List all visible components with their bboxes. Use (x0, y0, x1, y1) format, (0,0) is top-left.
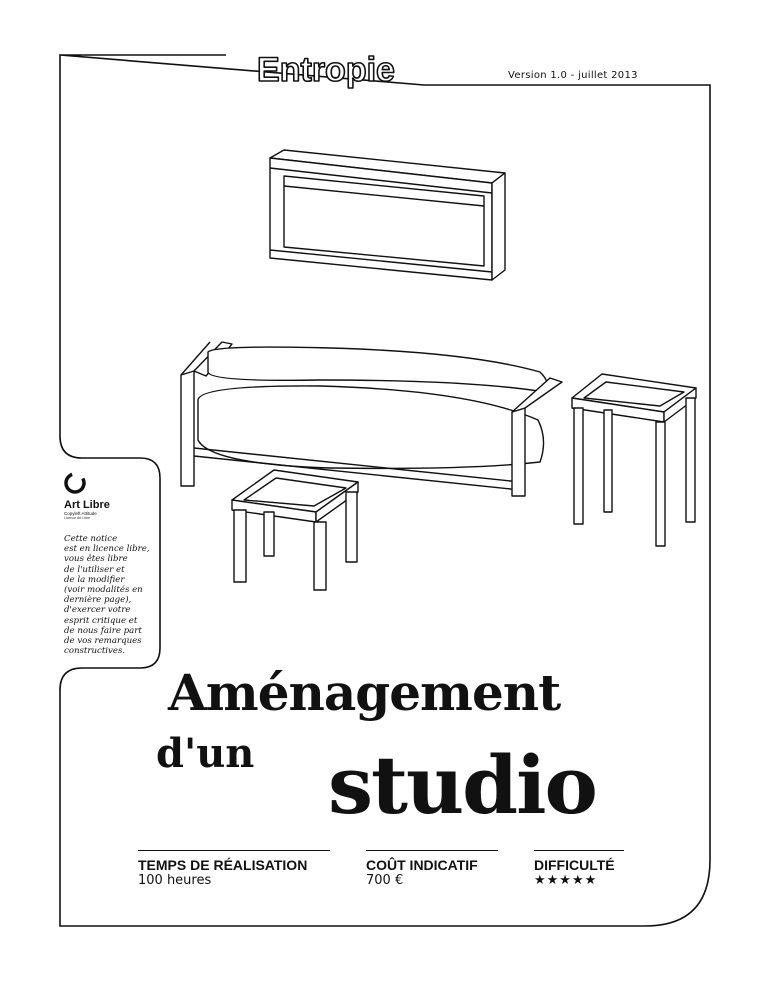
license-note-line: vous êtes libre (64, 554, 128, 565)
license-note-line: constructives. (64, 646, 126, 657)
title-line-1: Aménagement (168, 663, 561, 722)
art-libre-tiny: Licence Art Libre (64, 516, 91, 520)
license-note-line: d'exercer votre (64, 605, 131, 616)
license-note-line: Cette notice (64, 534, 118, 544)
sofa-drawing (181, 342, 562, 496)
stat-cost-label: COÛT INDICATIF (366, 857, 478, 873)
license-block (64, 472, 159, 656)
copyleft-icon (64, 472, 86, 494)
title-line-2-prefix: d'un (156, 730, 255, 777)
difficulty-stars: ★★★★★ (534, 873, 598, 888)
art-libre-title: Art Libre (64, 499, 110, 511)
art-libre-badge (64, 472, 159, 520)
stat-rule (366, 850, 498, 851)
wall-shelf-drawing (270, 150, 505, 280)
license-note-line: de l'utiliser et (64, 564, 125, 575)
stat-rule (534, 850, 624, 851)
license-note-line: de nous faire part (64, 625, 142, 636)
version-label: Version 1.0 - juillet 2013 (508, 70, 638, 81)
stat-time-label: TEMPS DE RÉALISATION (138, 857, 308, 873)
license-note-line: de vos remarques (64, 636, 142, 647)
license-note-line: dernière page), (64, 595, 132, 606)
stat-rule (138, 850, 330, 851)
license-note-line: de la modifier (64, 574, 125, 585)
title-line-2-main: studio (328, 738, 596, 832)
coffee-table-drawing (232, 470, 358, 590)
license-note-line: est en licence libre, (64, 544, 150, 555)
license-note-line: (voir modalités en (64, 585, 143, 596)
license-note (64, 534, 159, 656)
stat-time-value: 100 heures (138, 873, 212, 888)
art-libre-subtitle: Copyleft Attitude (64, 511, 97, 516)
svg-text:Entropie: Entropie (257, 51, 395, 89)
stat-cost (366, 850, 498, 889)
side-table-drawing (572, 374, 696, 546)
stat-difficulty-label: DIFFICULTÉ (534, 857, 615, 873)
license-note-line: esprit critique et (64, 615, 138, 626)
stat-time (138, 850, 330, 889)
stat-cost-value: 700 € (366, 873, 404, 888)
stat-difficulty (534, 850, 624, 889)
